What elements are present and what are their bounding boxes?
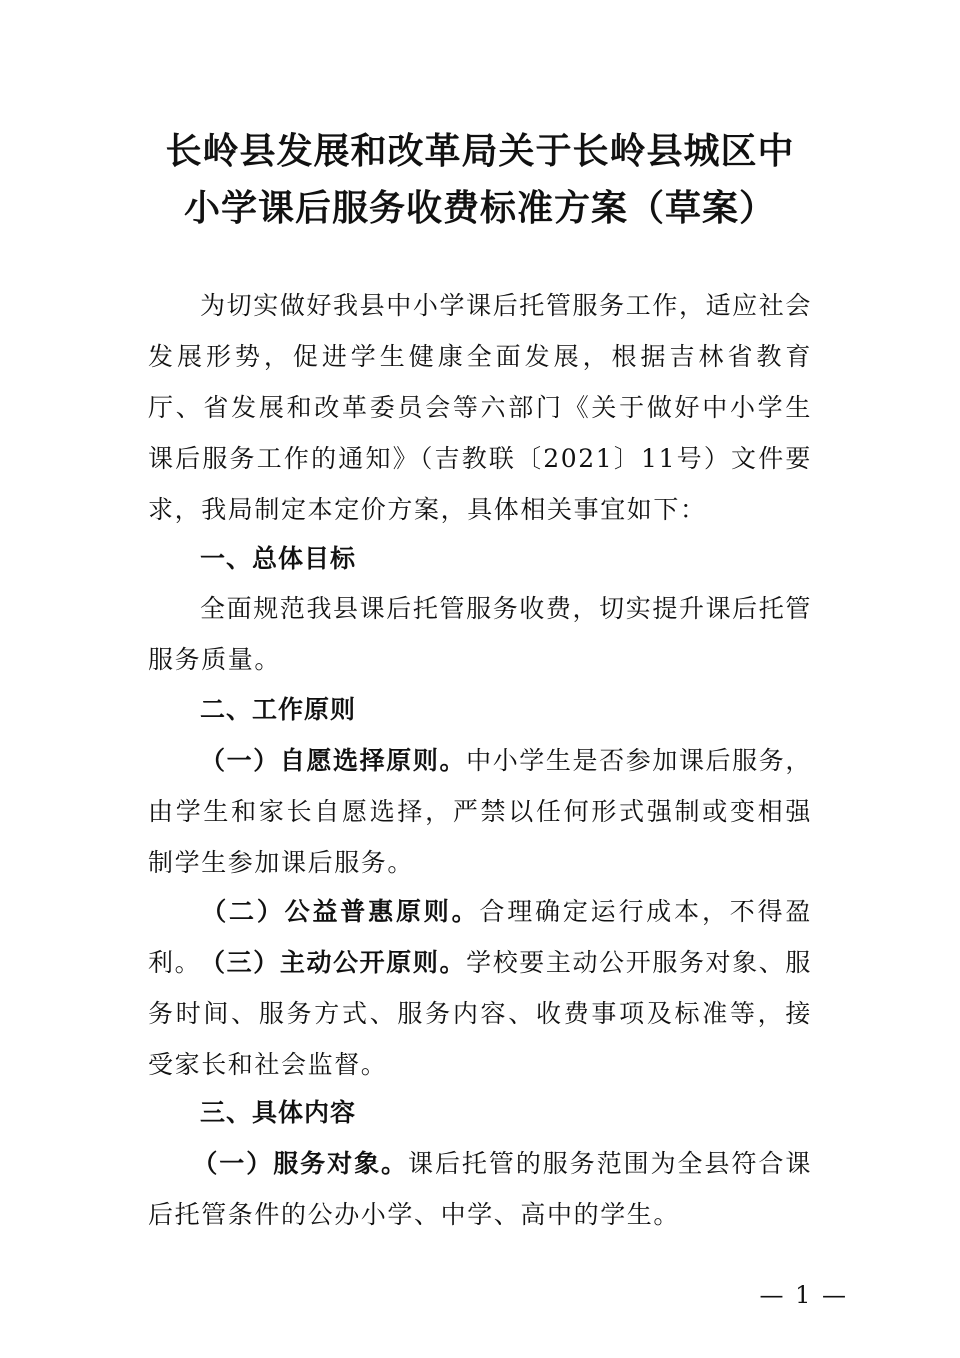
content-label: （一）服务对象。 bbox=[192, 1149, 408, 1178]
intro-paragraph bbox=[148, 280, 812, 535]
section-1-heading: 一、总体目标 bbox=[200, 544, 357, 573]
principle-label: （二）公益普惠原则。 bbox=[200, 897, 480, 926]
content-text: 课后托管的服务范围为全县符合课后托管条件的公办小学、中学、高中的学生。 bbox=[148, 1149, 812, 1229]
document-title-line-2: 小学课后服务收费标准方案（草案） bbox=[183, 187, 776, 229]
section-2-heading: 二、工作原则 bbox=[200, 695, 357, 724]
document-title-line-1: 长岭县发展和改革局关于长岭县城区中 bbox=[165, 130, 795, 172]
section-1-text: 全面规范我县课后托管服务收费，切实提升课后托管服务质量。 bbox=[148, 594, 812, 674]
principle-label: （三）主动公开原则。 bbox=[200, 948, 467, 977]
principle-label: （一）自愿选择原则。 bbox=[200, 746, 467, 775]
principle-text: 学校要主动公开服务对象、服务时间、服务方式、服务内容、收费事项及标准等，接受家长和社会监督。 bbox=[148, 948, 812, 1079]
principle-item bbox=[148, 937, 812, 1090]
intro-text: 为切实做好我县中小学课后托管服务工作，适应社会发展形势，促进学生健康全面发展，根据吉林省教育厅、省发展和改革委员会等六部门《关于做好中小学生课后服务工作的通知》（吉教联〔2021〕11号）文件要求，我局制定本定价方案，具体相关事宜如下： bbox=[148, 291, 812, 524]
section-1-paragraph bbox=[148, 583, 812, 685]
page-number: — 1 — bbox=[759, 1281, 848, 1309]
principle-item bbox=[148, 735, 812, 888]
principle-text: 合理确定运行成本，不得盈利。 bbox=[148, 897, 812, 977]
section-3-heading: 三、具体内容 bbox=[200, 1098, 357, 1127]
content-item bbox=[148, 1138, 812, 1240]
principle-text: 中小学生是否参加课后服务，由学生和家长自愿选择，严禁以任何形式强制或变相强制学生参加课后服务。 bbox=[148, 746, 812, 877]
